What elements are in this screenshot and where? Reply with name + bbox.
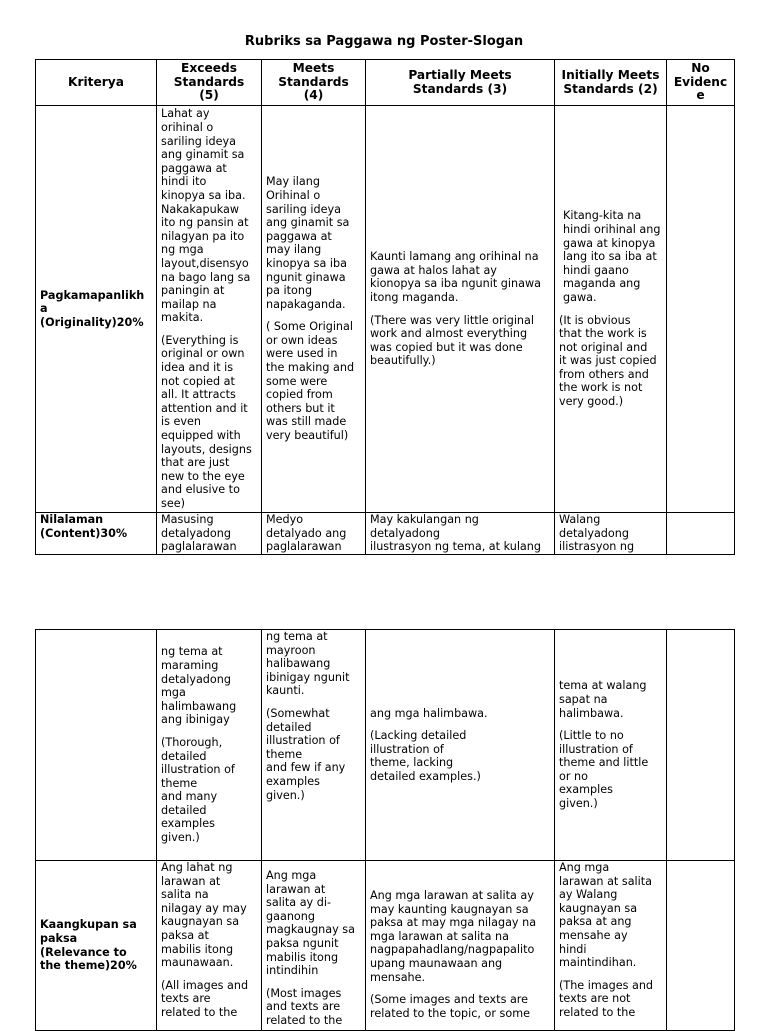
criterion-relevance: Kaangkupan sa paksa (Relevance to the theme)20% (36, 861, 157, 1031)
cell-originality-5: Lahat ay orihinal o sariling ideya ang ginamit sa paggawa at hindi ito kinopya sa iba. Nakakapukaw ito ng pansin at nilagyan pa ito ng mga layout,disensyo na bago lang sa paningin at mailap na makita. (Everything is original or own idea and it is not copied at all. It attracts attention and it is even equipped with layouts, designs that are just new to the eye and elusive to see) (157, 106, 262, 513)
header-exceeds: Exceeds Standards (5) (157, 60, 262, 106)
cell-originality-2: Kitang-kita na hindi orihinal ang gawa at kinopya lang ito sa iba at hindi gaano maganda ang gawa. (It is obvious that the work is not original and it was just copied from others and the work is not very good.) (555, 106, 667, 513)
criterion-originality: Pagkamapanlikh a (Originality)20% (36, 106, 157, 513)
criterion-content: Nilalaman (Content)30% (36, 513, 157, 555)
header-kriterya: Kriterya (36, 60, 157, 106)
cell-relevance-3: Ang mga larawan at salita ay may kaunting kaugnayan sa paksa at may mga nilagay na mga larawan at salita na nagpapahadlang/nagpapalito upang maunawaan ang mensahe. (Some images and texts are related to the topic, or some (366, 861, 555, 1031)
header-no-evidence: No Evidenc e (667, 60, 735, 106)
cell-content-5: ng tema at maraming detalyadong mga halimbawang ang ibinigay (Thorough, detailed illustration of theme and many detailed examples given.) (157, 630, 262, 861)
cell-content-none (667, 630, 735, 861)
header-meets: Meets Standards (4) (262, 60, 366, 106)
cell-originality-none (667, 106, 735, 513)
cell-content-3-start: May kakulangan ng detalyadong ilustrasyon ng tema, at kulang (366, 513, 555, 555)
cell-content-4: ng tema at mayroon halibawang ibinigay ngunit kaunti. (Somewhat detailed illustration of theme and few if any examples given.) (262, 630, 366, 861)
cell-relevance-4: Ang mga larawan at salita ay di- gaanong magkaugnay sa paksa ngunit mabilis itong intindihin (Most images and texts are related to the (262, 861, 366, 1031)
cell-originality-3: Kaunti lamang ang orihinal na gawa at halos lahat ay kionopya sa iba ngunit ginawa itong maganda. (There was very little original work and almost everything was copied but it was done beautifully.) (366, 106, 555, 513)
cell-content-3: ang mga halimbawa. (Lacking detailed illustration of theme, lacking detailed examples.) (366, 630, 555, 861)
rubric-table-part-2 (35, 629, 735, 1031)
cell-content-2: tema at walang sapat na halimbawa. (Little to no illustration of theme and little or no examples given.) (555, 630, 667, 861)
rubric-table-part-1 (35, 59, 735, 555)
header-partially: Partially Meets Standards (3) (366, 60, 555, 106)
cell-content-none-start (667, 513, 735, 555)
cell-content-4-start: Medyo detalyado ang paglalarawan (262, 513, 366, 555)
cell-originality-4: May ilang Orihinal o sariling ideya ang ginamit sa paggawa at may ilang kinopya sa iba ngunit ginawa pa itong napakaganda. ( Some Original or own ideas were used in the making and some were copied from others but it was still made very beautiful) (262, 106, 366, 513)
row-relevance (36, 861, 735, 1031)
cell-relevance-none (667, 861, 735, 1031)
cell-content-5-start: Masusing detalyadong paglalarawan (157, 513, 262, 555)
page-title: Rubriks sa Paggawa ng Poster-Slogan (244, 34, 524, 49)
row-content-cont (36, 630, 735, 861)
row-content-start (36, 513, 735, 555)
criterion-content-cont (36, 630, 157, 861)
cell-relevance-5: Ang lahat ng larawan at salita na nilagay ay may kaugnayan sa paksa at mabilis itong maunawaan. (All images and texts are related to the (157, 861, 262, 1031)
header-row (36, 60, 735, 106)
cell-relevance-2: Ang mga larawan at salita ay Walang kaugnayan sa paksa at ang mensahe ay hindi maintindihan. (The images and texts are not related to the (555, 861, 667, 1031)
header-initially: Initially Meets Standards (2) (555, 60, 667, 106)
row-originality (36, 106, 735, 513)
cell-content-2-start: Walang detalyadong ilistrasyon ng (555, 513, 667, 555)
